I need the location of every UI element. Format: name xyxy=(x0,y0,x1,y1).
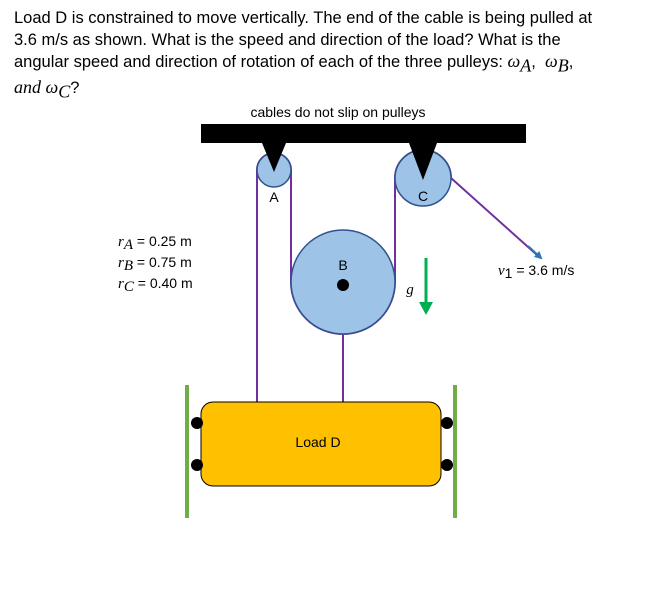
omega-b-subscript: B xyxy=(557,55,569,76)
pulley-b-axle xyxy=(337,279,349,291)
pulley-a-label: A xyxy=(269,189,279,205)
problem-line-3-text: angular speed and direction of rotation of each of the three pulleys: xyxy=(14,53,508,71)
no-slip-note: cables do not slip on pulleys xyxy=(250,104,426,120)
problem-line-1: Load D is constrained to move vertically. The end of the cable is being pulled at xyxy=(14,9,593,27)
radius-a: rA = 0.25 m xyxy=(118,233,192,253)
radius-b: rB = 0.75 m xyxy=(118,254,192,274)
load-d-label: Load D xyxy=(295,434,341,450)
problem-line-2: 3.6 m/s as shown. What is the speed and direction of the load? What is the xyxy=(14,30,561,49)
radius-c: rC = 0.40 m xyxy=(118,275,193,295)
question-mark: ? xyxy=(70,78,80,97)
omega-c-subscript: C xyxy=(58,81,71,102)
roller-left-bottom xyxy=(191,459,203,471)
ceiling-beam xyxy=(201,124,526,143)
omega-a-subscript: A xyxy=(520,55,532,76)
roller-right-top xyxy=(441,417,453,429)
and-omega-c: and ω xyxy=(14,76,59,97)
pulley-b-label: B xyxy=(338,257,348,273)
roller-left-top xyxy=(191,417,203,429)
omega-a-symbol: ω xyxy=(507,51,521,71)
gravity-label: g xyxy=(406,282,414,298)
gravity-arrow-head xyxy=(419,302,433,315)
velocity-label: v1 = 3.6 m/s xyxy=(498,262,575,281)
omega-b-symbol: ω xyxy=(544,51,558,71)
roller-right-bottom xyxy=(441,459,453,471)
problem-line-3: angular speed and direction of rotation of each of the three pulleys: $\omega_A$, $\omega_B$, xyxy=(14,51,574,76)
pulley-c-label: C xyxy=(417,188,429,204)
velocity-arrow xyxy=(528,246,541,258)
radii-list xyxy=(118,233,193,295)
cable-free-end xyxy=(451,178,537,255)
